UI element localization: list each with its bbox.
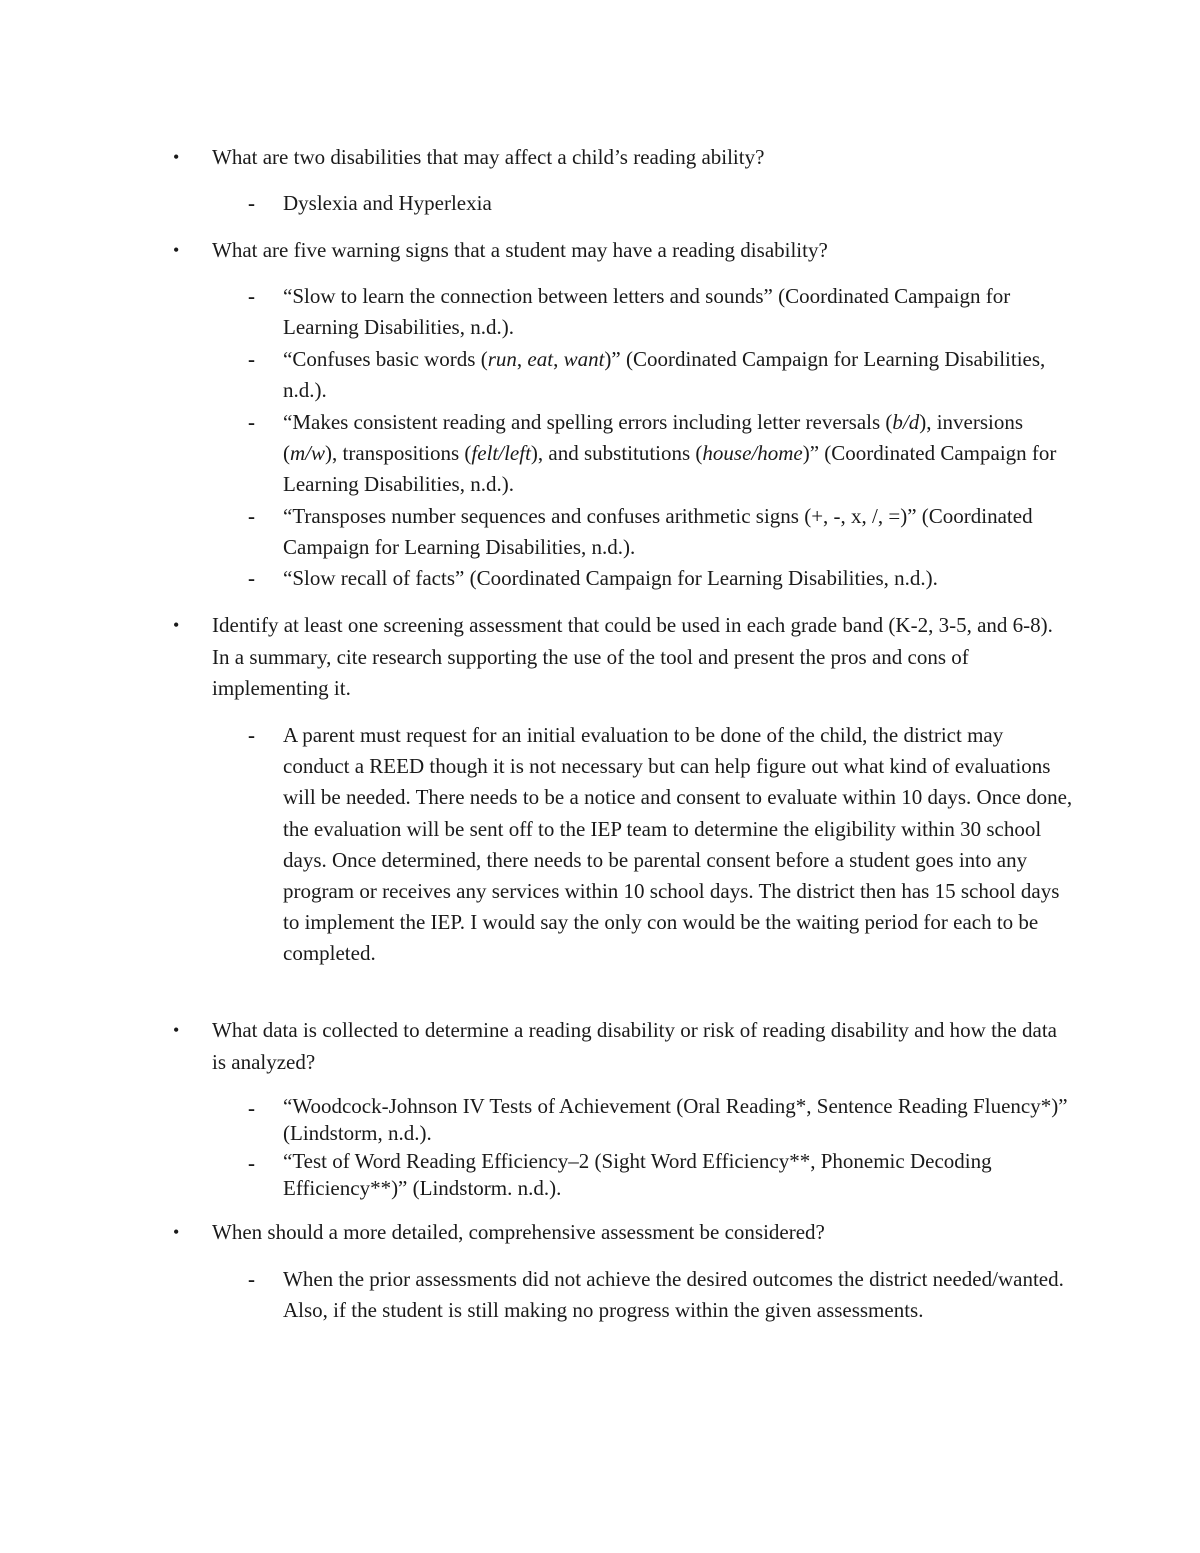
answer-2-2-italic: eat	[527, 347, 554, 371]
answer-2-2-part: ,	[516, 347, 528, 371]
answer-2-3-part: “Makes consistent reading and spelling errors including letter reversals (	[283, 410, 893, 434]
answer-2-1: “Slow to learn the connection between letters and sounds” (Coordinated Campaign for Learning Disabilities, n.d.).	[283, 284, 1011, 340]
dash-icon: -	[248, 191, 255, 215]
answer-5-1: When the prior assessments did not achieve the desired outcomes the district needed/wanted. Also, if the student is still making no progress within the given assessments.	[283, 1267, 1064, 1323]
bullet-icon: •	[173, 147, 180, 167]
answer-4-2: “Test of Word Reading Efficiency–2 (Sight Word Efficiency**, Phonemic Decoding Efficiency**)” (Lindstorm. n.d.).	[283, 1149, 992, 1200]
dash-icon: -	[248, 504, 255, 528]
answer-2-2-italic: want	[563, 347, 605, 371]
question-3: Identify at least one screening assessment that could be used in each grade band (K-2, 3-5, and 6-8). In a summary, cite research supporting the use of the tool and present the pros and cons of implementing it.	[212, 613, 1053, 700]
dash-icon: -	[248, 1151, 255, 1175]
answer-2-4: “Transposes number sequences and confuses arithmetic signs (+, -, x, /, =)” (Coordinated Campaign for Learning Disabilities, n.d.).	[283, 504, 1033, 560]
dash-icon: -	[248, 723, 255, 747]
dash-icon: -	[248, 1267, 255, 1291]
answer-2-3-part: )” (Coordinated Campaign for Learning Disabilities, n.d.).	[283, 441, 1057, 497]
answer-1-1: Dyslexia and Hyperlexia	[283, 191, 492, 215]
question-2: What are five warning signs that a student may have a reading disability?	[212, 238, 828, 262]
answer-2-3-italic: b/d	[892, 410, 920, 434]
dash-icon: -	[248, 284, 255, 308]
answer-2-2-part: ,	[553, 347, 564, 371]
question-1: What are two disabilities that may affect a child’s reading ability?	[212, 145, 765, 169]
answer-2-3-part: ), and substitutions (	[530, 441, 703, 466]
question-4: What data is collected to determine a reading disability or risk of reading disability and how the data is analyzed?	[212, 1018, 1057, 1074]
answer-2-3-italic: house/home	[702, 441, 803, 466]
bullet-icon: •	[173, 615, 180, 635]
answer-2-2	[283, 344, 1073, 406]
answer-2-3-italic: felt/left	[471, 441, 531, 466]
answer-3-1: A parent must request for an initial evaluation to be done of the child, the district may conduct a REED though it is not necessary but can help figure out what kind of evaluations will be needed. There needs to be a notice and consent to evaluate within 10 days. Once done, the evaluation will be sent off to the IEP team to determine the eligibility within 30 school days. Once determined, there needs to be parental consent before a student goes into any program or receives any services within 10 school days. The district then has 15 school days to implement the IEP. I would say the only con would be the waiting period for each to be completed.	[283, 723, 1073, 966]
answer-4-1: “Woodcock-Johnson IV Tests of Achievement (Oral Reading*, Sentence Reading Fluency*)” (Lindstorm, n.d.).	[283, 1094, 1068, 1145]
answer-2-3-part: ), transpositions (	[325, 441, 472, 466]
dash-icon: -	[248, 566, 255, 590]
answer-2-2-part: “Confuses basic words (	[283, 347, 488, 371]
question-5: When should a more detailed, comprehensive assessment be considered?	[212, 1220, 825, 1244]
answer-2-5: “Slow recall of facts” (Coordinated Campaign for Learning Disabilities, n.d.).	[283, 566, 938, 590]
answer-2-2-part: )” (Coordinated Campaign for Learning Disabilities, n.d.).	[283, 347, 1046, 403]
answer-2-3-part: ), inversions (	[283, 410, 1024, 466]
dash-icon: -	[248, 1096, 255, 1120]
bullet-icon: •	[173, 1020, 180, 1040]
answer-2-2-italic: run	[487, 347, 517, 371]
dash-icon: -	[248, 347, 255, 371]
dash-icon: -	[248, 410, 255, 434]
bullet-icon: •	[173, 1222, 180, 1242]
answer-2-3	[283, 407, 1073, 501]
answer-2-3-italic: m/w	[290, 441, 326, 466]
bullet-icon: •	[173, 240, 180, 260]
